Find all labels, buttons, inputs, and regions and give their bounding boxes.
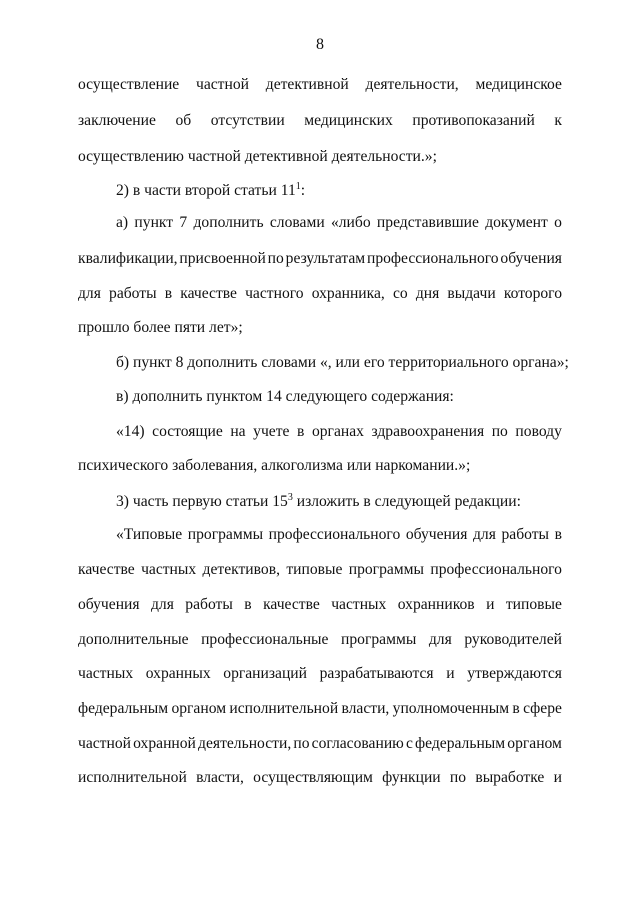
word: качестве xyxy=(263,596,320,613)
word: работы xyxy=(185,596,233,613)
word: частной xyxy=(78,735,131,752)
word: органах xyxy=(311,423,364,440)
word: качестве xyxy=(78,561,135,578)
word: со xyxy=(392,285,408,302)
word: квалификации, xyxy=(78,250,178,267)
word: присвоенной xyxy=(179,250,266,267)
text-line-7 xyxy=(78,284,562,304)
text-line-15 xyxy=(78,560,562,580)
word: в xyxy=(164,285,173,302)
line-text: 2) в части второй статьи 11 xyxy=(116,182,296,199)
word: о xyxy=(554,214,562,231)
line-text: : xyxy=(300,182,306,199)
word: медицинских xyxy=(304,112,393,129)
text-line-5 xyxy=(116,213,562,233)
word: типовые xyxy=(286,561,343,578)
word: по xyxy=(293,735,310,752)
word: обучения xyxy=(405,526,468,543)
line-text: б) пункт 8 дополнить словами «, или его территориального органа»; xyxy=(116,354,569,371)
word: руководителей xyxy=(464,631,562,648)
word: дополнительные xyxy=(78,631,189,648)
word: в xyxy=(244,596,252,613)
word: детективов, xyxy=(202,561,280,578)
line-text: осуществлению частной детективной деятельности.»; xyxy=(78,148,437,165)
word: работы xyxy=(501,526,550,543)
word: профессионального xyxy=(268,526,401,543)
word: разрабатываются xyxy=(319,665,434,682)
word: органом xyxy=(171,700,227,717)
word: охранника, xyxy=(311,285,385,302)
page-number: 8 xyxy=(316,36,324,53)
word: на xyxy=(230,423,246,440)
line-text: психического заболевания, алкоголизма или наркомании.»; xyxy=(78,457,471,474)
word: для xyxy=(428,631,452,648)
word: осуществление xyxy=(78,76,180,93)
word: частных xyxy=(331,596,387,613)
word: уполномоченным xyxy=(392,700,510,717)
text-line-2 xyxy=(78,111,562,131)
line-text: 3) часть первую статьи 15 xyxy=(116,493,288,510)
superscript: 1 xyxy=(295,180,301,192)
line-text: в) дополнить пунктом 14 следующего содержания: xyxy=(116,388,454,405)
word: 7 xyxy=(179,214,188,231)
word: об xyxy=(175,112,192,129)
text-line-19 xyxy=(78,699,562,719)
word: «Типовые xyxy=(116,526,183,543)
word: а) xyxy=(116,214,129,231)
word: охранных xyxy=(145,665,211,682)
word: частного xyxy=(245,285,304,302)
word: для xyxy=(78,285,101,302)
text-line-1 xyxy=(78,75,562,95)
word: организаций xyxy=(223,665,307,682)
line-text: изложить в следующей редакции: xyxy=(292,493,521,510)
word: федеральным xyxy=(78,700,169,717)
text-line-12 xyxy=(78,456,562,476)
word: для xyxy=(473,526,496,543)
word: сфере xyxy=(523,700,562,717)
word: типовые xyxy=(505,596,562,613)
word: противопоказаний xyxy=(412,112,535,129)
word: обучения xyxy=(78,596,140,613)
text-line-20 xyxy=(78,734,562,754)
text-line-4 xyxy=(116,181,562,201)
word: охранников xyxy=(397,596,475,613)
word: документ xyxy=(485,214,548,231)
word: словами xyxy=(269,214,325,231)
word: и xyxy=(553,769,562,786)
word: результатам xyxy=(285,250,366,267)
word: обучения xyxy=(500,250,562,267)
text-line-13 xyxy=(116,492,562,512)
word: согласованию xyxy=(311,735,404,752)
word: в xyxy=(297,423,305,440)
word: заключение xyxy=(78,112,156,129)
text-line-10 xyxy=(116,387,562,407)
word: федеральным xyxy=(415,735,506,752)
word: с xyxy=(405,735,413,752)
word: дополнить xyxy=(193,214,264,231)
word: профессиональные xyxy=(201,631,329,648)
word: в xyxy=(512,700,520,717)
word: по xyxy=(267,250,284,267)
word: представившие xyxy=(376,214,479,231)
line-text: прошло более пяти лет»; xyxy=(78,319,243,336)
word: поводу xyxy=(515,423,562,440)
word: деятельности, xyxy=(365,76,459,93)
text-line-3 xyxy=(78,147,562,167)
word: и xyxy=(446,665,455,682)
word: работы xyxy=(109,285,157,302)
word: детективной xyxy=(265,76,349,93)
word: утверждаются xyxy=(467,665,562,682)
word: здравоохранения xyxy=(371,423,485,440)
text-line-17 xyxy=(78,630,562,650)
word: состоящие xyxy=(152,423,223,440)
text-line-11 xyxy=(116,422,562,442)
text-line-9 xyxy=(116,353,569,373)
word: программы xyxy=(348,561,425,578)
word: и xyxy=(486,596,495,613)
word: профессионального xyxy=(430,561,562,578)
word: в xyxy=(554,526,562,543)
word: выработке xyxy=(475,769,545,786)
text-line-14 xyxy=(116,525,562,545)
word: к xyxy=(554,112,562,129)
word: власти, xyxy=(196,769,244,786)
word: которого xyxy=(503,285,562,302)
word: для xyxy=(150,596,174,613)
word: отсутствии xyxy=(210,112,285,129)
word: частных xyxy=(78,665,134,682)
text-line-21 xyxy=(78,768,562,788)
word: качестве xyxy=(180,285,237,302)
word: органом xyxy=(507,735,562,752)
word: «14) xyxy=(116,423,145,440)
word: учете xyxy=(253,423,290,440)
word: охранной xyxy=(133,735,196,752)
text-line-18 xyxy=(78,664,562,684)
word: программы xyxy=(341,631,417,648)
text-line-8 xyxy=(78,318,562,338)
word: по xyxy=(449,769,467,786)
word: исполнительной xyxy=(78,769,187,786)
word: медицинское xyxy=(475,76,562,93)
word: программы xyxy=(187,526,264,543)
word: власти, xyxy=(341,700,390,717)
word: по xyxy=(491,423,508,440)
word: осуществляющим xyxy=(253,769,373,786)
text-line-6 xyxy=(78,249,562,269)
word: частной xyxy=(196,76,249,93)
word: пункт xyxy=(134,214,174,231)
superscript: 3 xyxy=(287,491,293,503)
word: деятельности, xyxy=(198,735,292,752)
word: «либо xyxy=(330,214,371,231)
word: выдачи xyxy=(447,285,496,302)
word: частных xyxy=(141,561,197,578)
word: дня xyxy=(415,285,440,302)
word: профессионального xyxy=(366,250,499,267)
word: функции xyxy=(382,769,441,786)
text-line-16 xyxy=(78,595,562,615)
word: исполнительной xyxy=(229,700,339,717)
